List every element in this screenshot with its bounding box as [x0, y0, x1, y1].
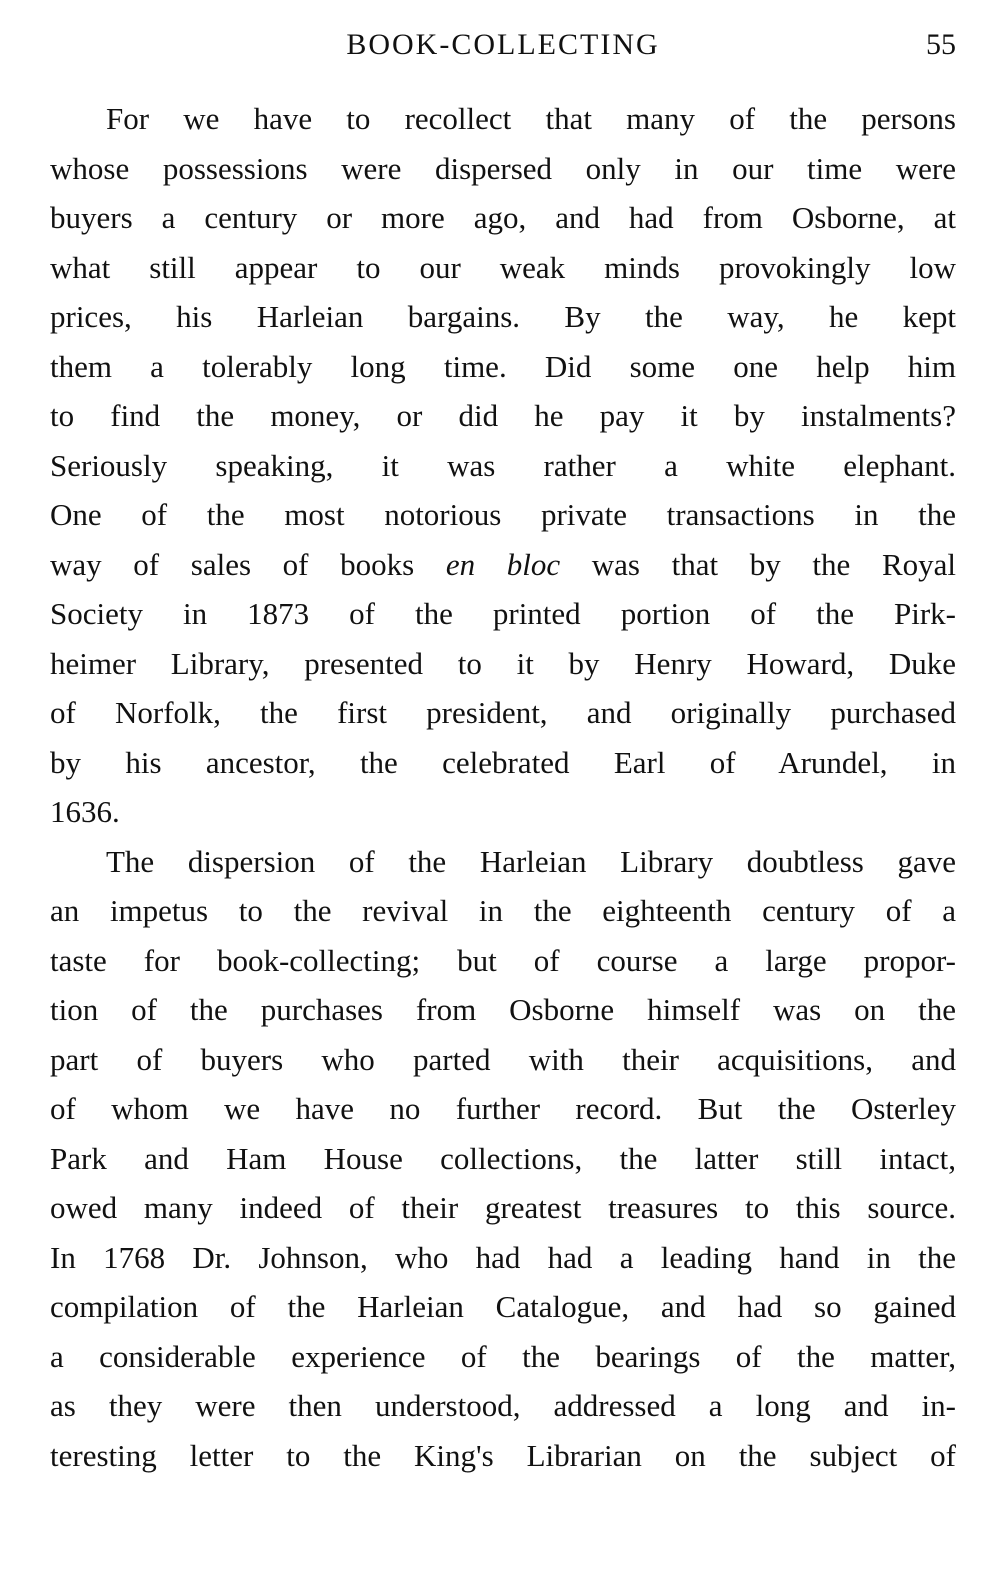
text-line: part of buyers who parted with their acquisitions, and: [50, 1041, 956, 1077]
text-line: Society in 1873 of the printed portion of the Pirk-: [50, 596, 956, 631]
text-line: Seriously speaking, it was rather a white elephant.: [50, 447, 956, 483]
page-number: 55: [926, 28, 956, 61]
paragraph-2: [50, 837, 956, 1481]
text-line: whose possessions were dispersed only in our time were: [50, 150, 956, 186]
text-line: Park and Ham House collections, the latter still intact,: [50, 1140, 956, 1176]
text-line: compilation of the Harleian Catalogue, and had so gained: [50, 1289, 956, 1324]
text-segment: was that by the Royal: [560, 546, 956, 582]
text-segment: way of sales of books: [50, 546, 446, 582]
text-line: an impetus to the revival in the eighteenth century of a: [50, 893, 956, 928]
text-line: of whom we have no further record. But the Osterley: [50, 1091, 956, 1126]
running-head: [50, 28, 956, 72]
text-line: by his ancestor, the celebrated Earl of Arundel, in: [50, 744, 956, 780]
text-line: tion of the purchases from Osborne himself was on the: [50, 992, 956, 1027]
text-line: 1636.: [50, 794, 120, 829]
text-line: taste for book-collecting; but of course a large propor-: [50, 942, 956, 978]
text-line: prices, his Harleian bargains. By the way, he kept: [50, 299, 956, 334]
text-line: owed many indeed of their greatest treasures to this source.: [50, 1190, 956, 1225]
text-line: The dispersion of the Harleian Library doubtless gave: [106, 843, 956, 879]
text-line: to find the money, or did he pay it by instalments?: [50, 398, 956, 433]
body-text: [50, 94, 956, 1480]
text-line: them a tolerably long time. Did some one help him: [50, 348, 956, 384]
text-line-with-italic: [50, 540, 956, 590]
text-line: what still appear to our weak minds provokingly low: [50, 249, 956, 285]
paragraph-1: [50, 94, 956, 837]
text-line: a considerable experience of the bearings of the matter,: [50, 1338, 956, 1374]
text-line: buyers a century or more ago, and had from Osborne, at: [50, 200, 956, 235]
text-line: One of the most notorious private transactions in the: [50, 497, 956, 532]
text-line: In 1768 Dr. Johnson, who had had a leading hand in the: [50, 1239, 956, 1275]
text-line: heimer Library, presented to it by Henry Howard, Duke: [50, 645, 956, 681]
italic-phrase: en bloc: [445, 546, 561, 582]
text-line: teresting letter to the King's Librarian on the subject of: [50, 1437, 956, 1473]
text-line: as they were then understood, addressed a long and in-: [50, 1388, 956, 1423]
text-line: For we have to recollect that many of the persons: [106, 101, 956, 136]
text-line: of Norfolk, the first president, and originally purchased: [50, 695, 956, 730]
running-title: BOOK-COLLECTING: [346, 28, 660, 61]
